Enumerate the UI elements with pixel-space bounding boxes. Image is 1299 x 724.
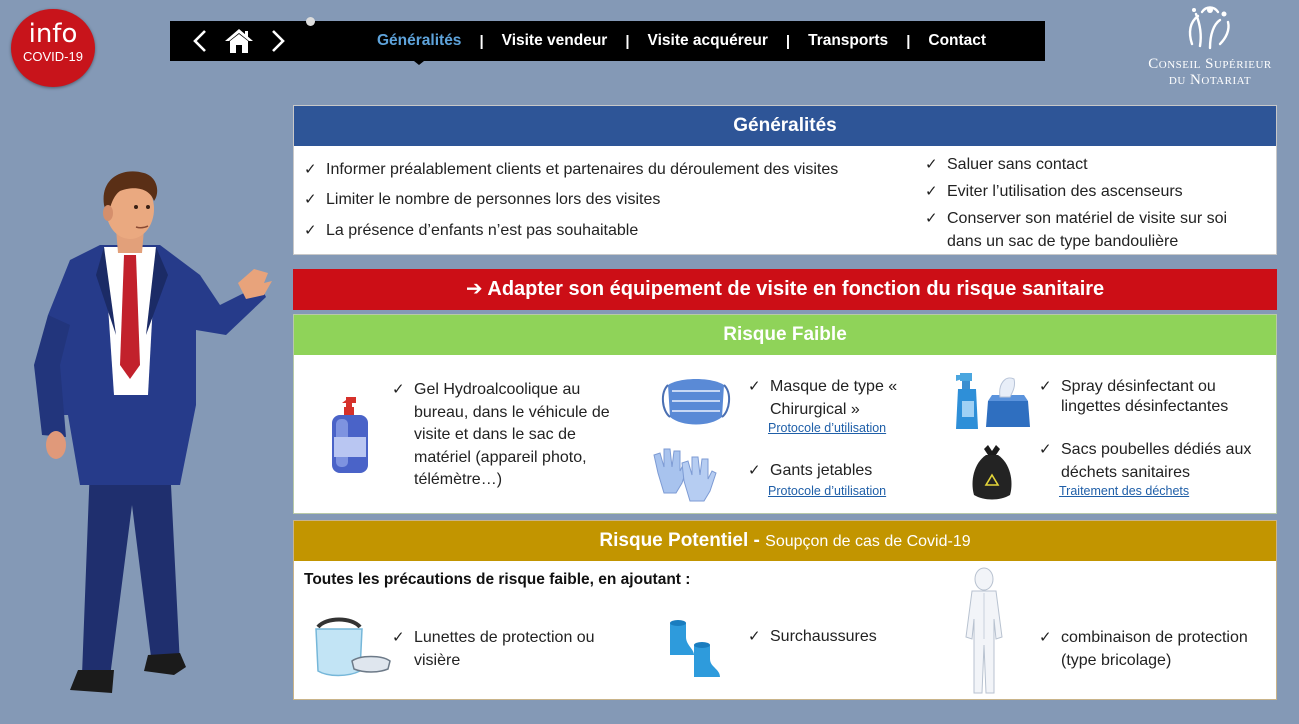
trash-bag-icon: [970, 441, 1014, 503]
nav-item-generalites[interactable]: Généralités: [377, 32, 462, 49]
list-item: ✓ Masque de type « Chirurgical »: [748, 375, 948, 421]
risque-potentiel-title: Risque Potentiel: [599, 530, 749, 551]
csn-logo: [1130, 4, 1290, 96]
nav-indicator-dot: [306, 17, 315, 26]
notariat-emblem-icon: [1180, 4, 1240, 54]
risque-potentiel-subtitle: Soupçon de cas de Covid-19: [765, 533, 971, 550]
list-item: ✓ Spray désinfectant ou lingettes désinfectantes: [1039, 377, 1269, 417]
list-item: ✓ Saluer sans contact: [925, 153, 1265, 176]
gants-item: [748, 461, 948, 481]
nav-item-contact[interactable]: Contact: [928, 32, 987, 49]
risque-potentiel-intro: Toutes les précautions de risque faible, en ajoutant :: [304, 571, 691, 588]
list-item: ✓ Lunettes de protection ou visière: [392, 627, 622, 672]
sacs-item: [1039, 439, 1269, 484]
nav-separator: |: [906, 32, 911, 50]
traitement-dechets-link[interactable]: Traitement des déchets: [1059, 484, 1190, 498]
gloves-icon: [650, 443, 720, 507]
nav-controls: [192, 28, 286, 54]
nav-separator: |: [785, 32, 791, 50]
masque-item: [748, 375, 948, 421]
equipment-banner: [293, 269, 1277, 310]
list-item: ✓ Surchaussures: [748, 627, 948, 647]
risque-faible-title: Risque Faible: [294, 315, 1276, 355]
info-covid-badge: [11, 9, 95, 87]
protective-suit-icon: [964, 567, 1006, 699]
combinaison-item: [1039, 627, 1274, 672]
badge-covid-text: COVID-19: [23, 49, 83, 64]
nav-item-visite-vendeur[interactable]: Visite vendeur: [501, 32, 608, 49]
list-item: ✓ Eviter l’utilisation des ascenseurs: [925, 180, 1265, 203]
face-shield-goggles-icon: [312, 615, 394, 679]
nav-menu: [377, 21, 986, 61]
lunettes-item: [392, 627, 622, 672]
equipment-banner-text: ➔ Adapter son équipement de visite en fonction du risque sanitaire: [465, 278, 1105, 300]
nav-item-transports[interactable]: Transports: [808, 32, 889, 49]
nav-item-visite-acquereur[interactable]: Visite acquéreur: [647, 32, 768, 49]
list-item: ✓ Gants jetables: [748, 461, 948, 481]
badge-info-text: info: [28, 19, 78, 49]
risque-potentiel-header: [294, 521, 1276, 561]
list-item: ✓ La présence d’enfants n’est pas souhaitable: [304, 221, 904, 241]
presenter-man-illustration: [20, 165, 275, 705]
risque-potentiel-dash: -: [748, 530, 766, 551]
top-nav-bar: [170, 21, 1045, 61]
masque-protocole-link[interactable]: Protocole d’utilisation: [768, 421, 887, 435]
list-item: ✓ Gel Hydroalcoolique au bureau, dans le véhicule de visite et dans le sac de matériel (appareil photo, télémètre…): [392, 379, 622, 492]
generalites-title: Généralités: [294, 106, 1276, 146]
gel-item: [392, 379, 622, 492]
list-item: ✓ Informer préalablement clients et partenaires du déroulement des visites: [304, 160, 904, 180]
surchaussures-item: [748, 627, 948, 647]
list-item: ✓ Sacs poubelles dédiés aux déchets sanitaires: [1039, 439, 1269, 484]
list-item: ✓ combinaison de protection (type bricolage): [1039, 627, 1274, 672]
generalites-left-list: [304, 160, 904, 241]
list-item: ✓ Limiter le nombre de personnes lors des visites: [304, 190, 904, 210]
chevron-left-icon[interactable]: [192, 29, 208, 53]
gants-protocole-link[interactable]: Protocole d’utilisation: [768, 484, 887, 498]
shoe-covers-icon: [664, 615, 724, 681]
generalites-panel: [293, 105, 1277, 255]
risque-potentiel-panel: [293, 520, 1277, 700]
spray-wipes-icon: [954, 373, 1034, 431]
surgical-mask-icon: [660, 371, 732, 435]
chevron-right-icon[interactable]: [270, 29, 286, 53]
nav-separator: |: [479, 32, 484, 50]
spray-item: [1039, 377, 1269, 417]
logo-line-1: Conseil Supérieur: [1148, 56, 1272, 72]
logo-line-2: du Notariat: [1168, 72, 1252, 88]
home-icon[interactable]: [224, 28, 254, 54]
hand-sanitizer-icon: [324, 395, 374, 477]
nav-separator: |: [625, 32, 630, 50]
list-item: ✓ Conserver son matériel de visite sur soi dans un sac de type bandoulière: [925, 207, 1265, 253]
generalites-right-list: [925, 153, 1265, 253]
risque-faible-panel: [293, 314, 1277, 514]
